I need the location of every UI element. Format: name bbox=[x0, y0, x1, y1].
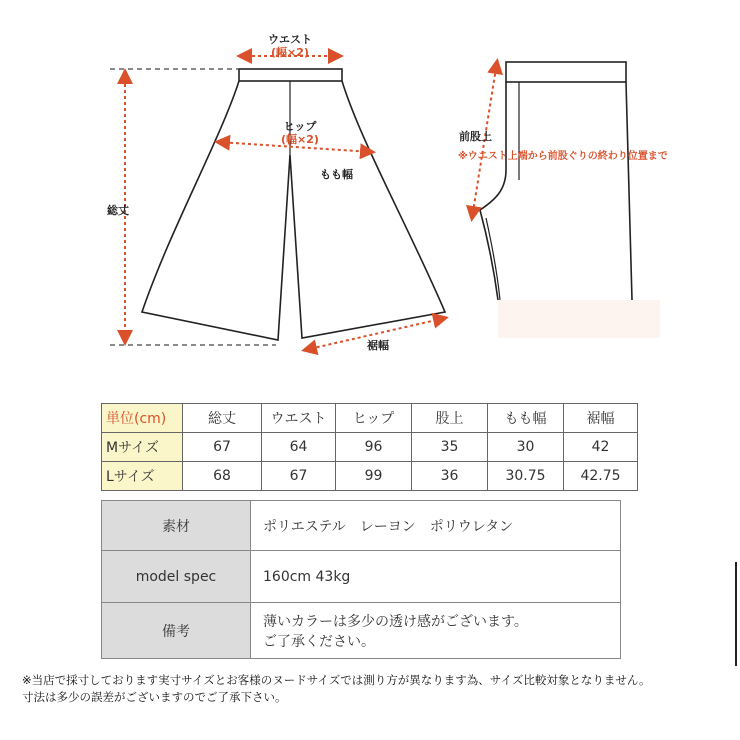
value-cell: 99 bbox=[336, 462, 412, 491]
spec-key: model spec bbox=[102, 551, 251, 603]
left-leg-outline bbox=[142, 81, 290, 340]
length-label: 総丈 bbox=[107, 204, 129, 217]
thigh-label: もも幅 bbox=[320, 168, 353, 181]
value-cell: 42 bbox=[564, 433, 638, 462]
spec-table bbox=[101, 500, 621, 659]
waist-label: ウエスト bbox=[268, 33, 312, 46]
header-cell: 総丈 bbox=[183, 404, 262, 433]
spec-value: ポリエステル レーヨン ポリウレタン bbox=[251, 501, 621, 551]
header-cell: 裾幅 bbox=[564, 404, 638, 433]
rise-note: ※ウエスト上端から前股ぐりの終わり位置まで bbox=[458, 151, 668, 162]
side-waistband-outline bbox=[506, 62, 626, 82]
waistband-outline bbox=[239, 69, 342, 81]
table-row bbox=[102, 501, 621, 551]
table-row bbox=[102, 603, 621, 659]
value-cell: 30 bbox=[488, 433, 564, 462]
value-cell: 36 bbox=[412, 462, 488, 491]
rise-label: 前股上 bbox=[459, 130, 492, 143]
value-cell: 64 bbox=[262, 433, 336, 462]
spec-value-line: ご了承ください。 bbox=[263, 633, 375, 650]
value-cell: 67 bbox=[262, 462, 336, 491]
table-row bbox=[102, 551, 621, 603]
size-table-header-row bbox=[102, 404, 638, 433]
size-cell: Mサイズ bbox=[102, 433, 183, 462]
size-cell: Lサイズ bbox=[102, 462, 183, 491]
header-cell: ウエスト bbox=[262, 404, 336, 433]
value-cell: 30.75 bbox=[488, 462, 564, 491]
footnote-line: 寸法は多少の誤差がございますのでご了承下さい。 bbox=[22, 690, 287, 704]
header-cell: 股上 bbox=[412, 404, 488, 433]
value-cell: 67 bbox=[183, 433, 262, 462]
hip-label: ヒップ bbox=[283, 120, 317, 133]
side-body-outline bbox=[480, 82, 506, 300]
divider bbox=[735, 562, 737, 666]
footnote bbox=[22, 672, 732, 706]
value-cell: 42.75 bbox=[564, 462, 638, 491]
footnote-line: ※当店で採寸しております実寸サイズとお客様のヌードサイズでは測り方が異なります為、サイズ比較対象となりません。 bbox=[22, 673, 651, 687]
spec-value-line: 薄いカラーは多少の透け感がございます。 bbox=[263, 613, 528, 630]
header-cell: もも幅 bbox=[488, 404, 564, 433]
spec-key: 備考 bbox=[102, 603, 251, 659]
table-row bbox=[102, 462, 638, 491]
size-table bbox=[101, 403, 638, 491]
table-row bbox=[102, 433, 638, 462]
value-cell: 68 bbox=[183, 462, 262, 491]
value-cell: 35 bbox=[412, 433, 488, 462]
spec-key: 素材 bbox=[102, 501, 251, 551]
header-cell: ヒップ bbox=[336, 404, 412, 433]
hem-label: 裾幅 bbox=[367, 339, 389, 352]
hip-note: (幅×2) bbox=[281, 133, 319, 146]
unit-cell: 単位(cm) bbox=[102, 404, 183, 433]
spec-value: 160cm 43kg bbox=[251, 551, 621, 603]
waist-note: (幅×2) bbox=[271, 46, 309, 59]
value-cell: 96 bbox=[336, 433, 412, 462]
spec-value bbox=[251, 603, 621, 659]
